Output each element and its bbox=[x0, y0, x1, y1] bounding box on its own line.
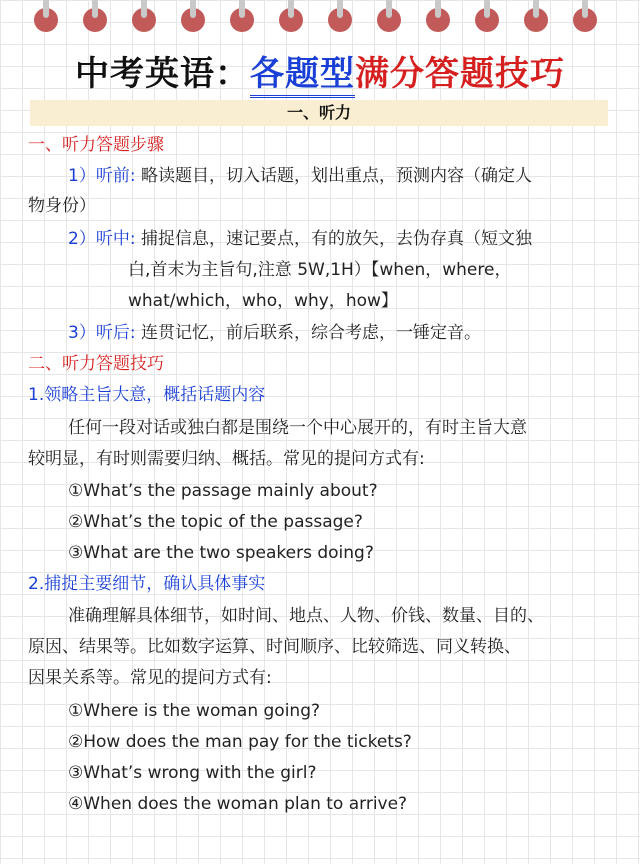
section2-heading: 二、听力答题技巧 bbox=[28, 354, 164, 374]
tip2-heading: 2.捕捉主要细节，确认具体事实 bbox=[28, 574, 266, 594]
binder-ring bbox=[524, 8, 548, 32]
tip1-question1: ①What’s the passage mainly about? bbox=[68, 481, 378, 501]
tip1-question2: ②What’s the topic of the passage? bbox=[68, 512, 363, 532]
tip1-para2: 较明显，有时则需要归纳、概括。常见的提问方式有: bbox=[28, 449, 425, 469]
step1-cont: 物身份） bbox=[28, 196, 96, 216]
tip2-question1: ①Where is the woman going? bbox=[68, 701, 321, 721]
binder-ring bbox=[475, 8, 499, 32]
title-part-3: 满分答题技巧 bbox=[355, 54, 565, 94]
binder-ring bbox=[181, 8, 205, 32]
tip1-heading: 1.领略主旨大意，概括话题内容 bbox=[28, 385, 266, 405]
tip2-question3: ③What’s wrong with the girl? bbox=[68, 763, 317, 783]
binder-ring bbox=[279, 8, 303, 32]
step2-cont1: 白,首末为主旨句,注意 5W,1H）【when，where， bbox=[128, 260, 512, 280]
step3-text: 连贯记忆，前后联系，综合考虑，一锤定音。 bbox=[140, 323, 481, 343]
binder-ring bbox=[573, 8, 597, 32]
tip2-question2: ②How does the man pay for the tickets? bbox=[68, 732, 412, 752]
step3 bbox=[68, 322, 481, 344]
step1 bbox=[68, 165, 532, 187]
page-title bbox=[0, 46, 640, 95]
binder-rings bbox=[0, 0, 640, 42]
section-banner: 一、听力 bbox=[30, 100, 608, 126]
step3-label: 3）听后: bbox=[68, 323, 136, 343]
title-part-1: 中考英语： bbox=[75, 54, 250, 94]
binder-ring bbox=[328, 8, 352, 32]
tip2-para1: 准确理解具体细节，如时间、地点、人物、价钱、数量、目的、 bbox=[68, 606, 544, 626]
step1-text: 略读题目，切入话题，划出重点，预测内容（确定人 bbox=[140, 166, 532, 186]
section1-heading: 一、听力答题步骤 bbox=[28, 135, 164, 155]
tip2-para2: 原因、结果等。比如数字运算、时间顺序、比较筛选、同义转换、 bbox=[28, 637, 521, 657]
binder-ring bbox=[83, 8, 107, 32]
tip1-para1: 任何一段对话或独白都是围绕一个中心展开的，有时主旨大意 bbox=[68, 418, 527, 438]
step2-cont2: what/which，who，why，how】 bbox=[128, 291, 398, 311]
step1-label: 1）听前: bbox=[68, 166, 136, 186]
step2-label: 2）听中: bbox=[68, 229, 136, 249]
tip2-para3: 因果关系等。常见的提问方式有: bbox=[28, 668, 272, 688]
binder-ring bbox=[230, 8, 254, 32]
binder-ring bbox=[377, 8, 401, 32]
binder-ring bbox=[132, 8, 156, 32]
step2-text: 捕捉信息，速记要点，有的放矢，去伪存真（短文独 bbox=[140, 229, 532, 249]
step2 bbox=[68, 228, 532, 250]
title-part-2: 各题型 bbox=[250, 54, 355, 98]
binder-ring bbox=[426, 8, 450, 32]
tip1-question3: ③What are the two speakers doing? bbox=[68, 543, 374, 563]
binder-ring bbox=[34, 8, 58, 32]
tip2-question4: ④When does the woman plan to arrive? bbox=[68, 794, 408, 814]
